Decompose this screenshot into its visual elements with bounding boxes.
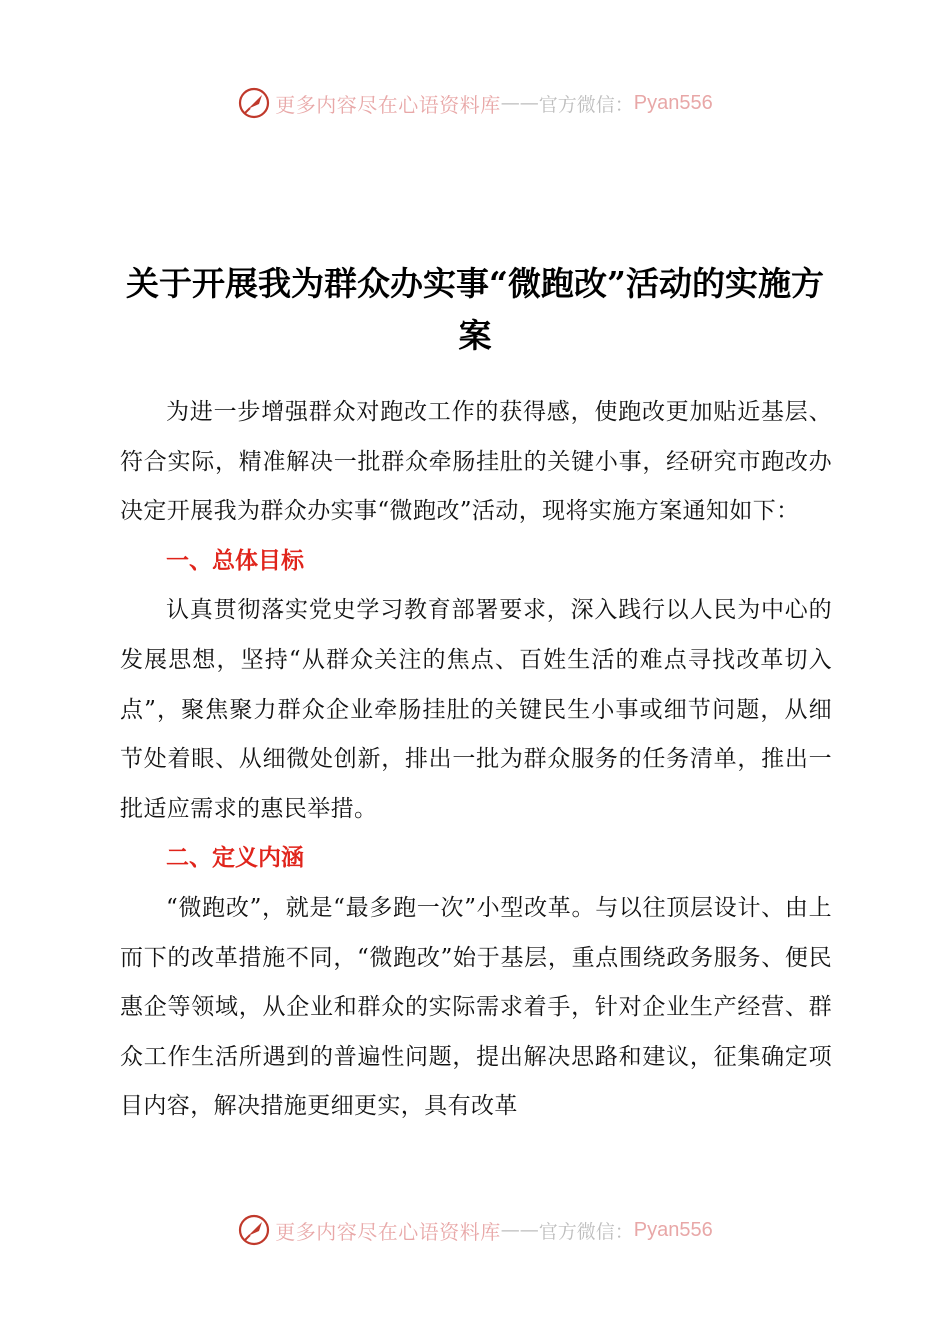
section-heading-goals: 一、总体目标 (166, 547, 304, 574)
footer-banner (0, 1207, 950, 1253)
section-heading-definition: 二、定义内涵 (166, 845, 304, 872)
section-body-goals: 认真贯彻落实党史学习教育部署要求，深入践行以人民为中心的发展思想，坚持“从群众关注的焦点、百姓生活的难点寻找改革切入点”，聚焦聚力群众企业牵肠挂肚的关键民生小事或细节问题，从细节处着眼、从细微处创新，排出一批为群众服务的任务清单，推出一批适应需求的惠民举措。 (120, 597, 832, 822)
document-body (120, 388, 832, 1132)
banner-dash: —— (500, 1219, 539, 1241)
header-banner (0, 80, 950, 126)
quill-logo-icon (237, 86, 271, 120)
banner-wechat-id: Pyan556 (633, 91, 713, 114)
banner-text: 更多内容尽在心语资料库 (275, 1219, 501, 1244)
quill-logo-icon (237, 1213, 271, 1247)
intro-paragraph: 为进一步增强群众对跑改工作的获得感，使跑改更加贴近基层、符合实际，精准解决一批群众牵肠挂肚的关键小事，经研究市跑改办决定开展我为群众办实事“微跑改”活动，现将实施方案通知如下： (120, 399, 832, 525)
banner-wechat-label: 官方微信： (538, 93, 634, 116)
banner-wechat-id: Pyan556 (633, 1218, 713, 1241)
banner-wechat-label: 官方微信： (538, 1220, 634, 1243)
banner-dash: —— (500, 92, 539, 114)
section-body-definition: “微跑改”，就是“最多跑一次”小型改革。与以往顶层设计、由上而下的改革措施不同，“微跑改”始于基层，重点围绕政务服务、便民惠企等领域，从企业和群众的实际需求着手，针对企业生产经营、群众工作生活所遇到的普遍性问题，提出解决思路和建议，征集确定项目内容，解决措施更细更实，具有改革 (120, 894, 832, 1120)
banner-text: 更多内容尽在心语资料库 (275, 92, 501, 117)
document-title: 关于开展我为群众办实事“微跑改”活动的实施方案 (126, 264, 824, 355)
